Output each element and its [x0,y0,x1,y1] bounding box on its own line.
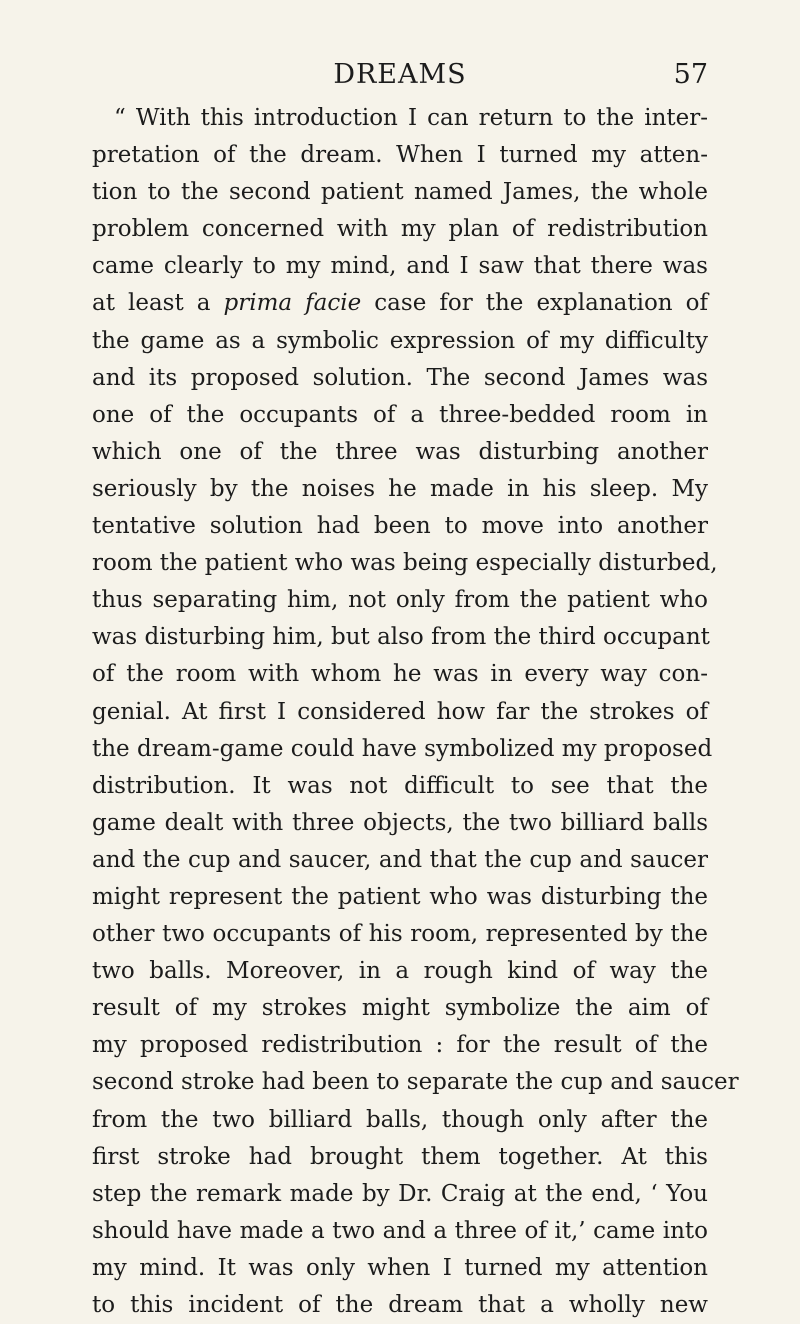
text-line: distribution. It was not difficult to see that the [92,772,708,799]
text-line: two balls. Moreover, in a rough kind of way the [92,958,708,985]
text-line: the game as a symbolic expression of my difficulty [92,327,708,354]
text-line: might represent the patient who was disturbing the [92,883,708,910]
page-number: 57 [673,59,708,90]
text-line: seriously by the noises he made in his sleep. My [92,475,708,502]
text-line: my proposed redistribution : for the result of the [92,1032,708,1059]
running-title: DREAMS [333,59,467,90]
text-line: “ With this introduction I can return to the inter- [114,105,708,131]
text-line: which one of the three was disturbing another [92,438,708,465]
body-paragraph [92,100,739,1324]
text-line: the dream-game could have symbolized my proposed [92,735,713,762]
text-line: problem concerned with my plan of redistribution [92,216,708,243]
text-line: genial. At first I considered how far the strokes of [92,698,708,725]
text-line: should have made a two and a three of it,’ came into [92,1217,708,1244]
text-line: step the remark made by Dr. Craig at the end, ‘ You [92,1180,708,1207]
text-line: and its proposed solution. The second James was [92,364,708,391]
text-line: room the patient who was being especially disturbed, [92,550,718,577]
text-line: of the room with whom he was in every way con- [92,661,708,688]
text-line: other two occupants of his room, represented by the [92,921,708,948]
text-line: came clearly to my mind, and I saw that there was [92,253,708,280]
text-line: was disturbing him, but also from the third occupant [92,624,710,651]
text-line: result of my strokes might symbolize the aim of [92,995,708,1022]
text-line: tion to the second patient named James, the whole [92,179,708,206]
text-line: first stroke had brought them together. At this [92,1143,708,1170]
running-head [92,58,708,92]
text-line: at least a prima facie case for the explanation of [92,290,709,317]
text-line: to this incident of the dream that a wholly new [92,1292,708,1318]
italic-phrase: prima facie [223,290,362,317]
text-line: pretation of the dream. When I turned my atten- [92,142,708,169]
text-line: second stroke had been to separate the cup and saucer [92,1069,739,1096]
text-line: one of the occupants of a three-bedded room in [92,401,708,428]
text-line: from the two billiard balls, though only after the [92,1106,708,1133]
text-line: tentative solution had been to move into another [92,513,708,540]
text-line: my mind. It was only when I turned my attention [92,1254,708,1281]
text-line: and the cup and saucer, and that the cup and saucer [92,846,708,873]
text-line: thus separating him, not only from the patient who [92,587,708,614]
text-line: game dealt with three objects, the two billiard balls [92,809,708,836]
